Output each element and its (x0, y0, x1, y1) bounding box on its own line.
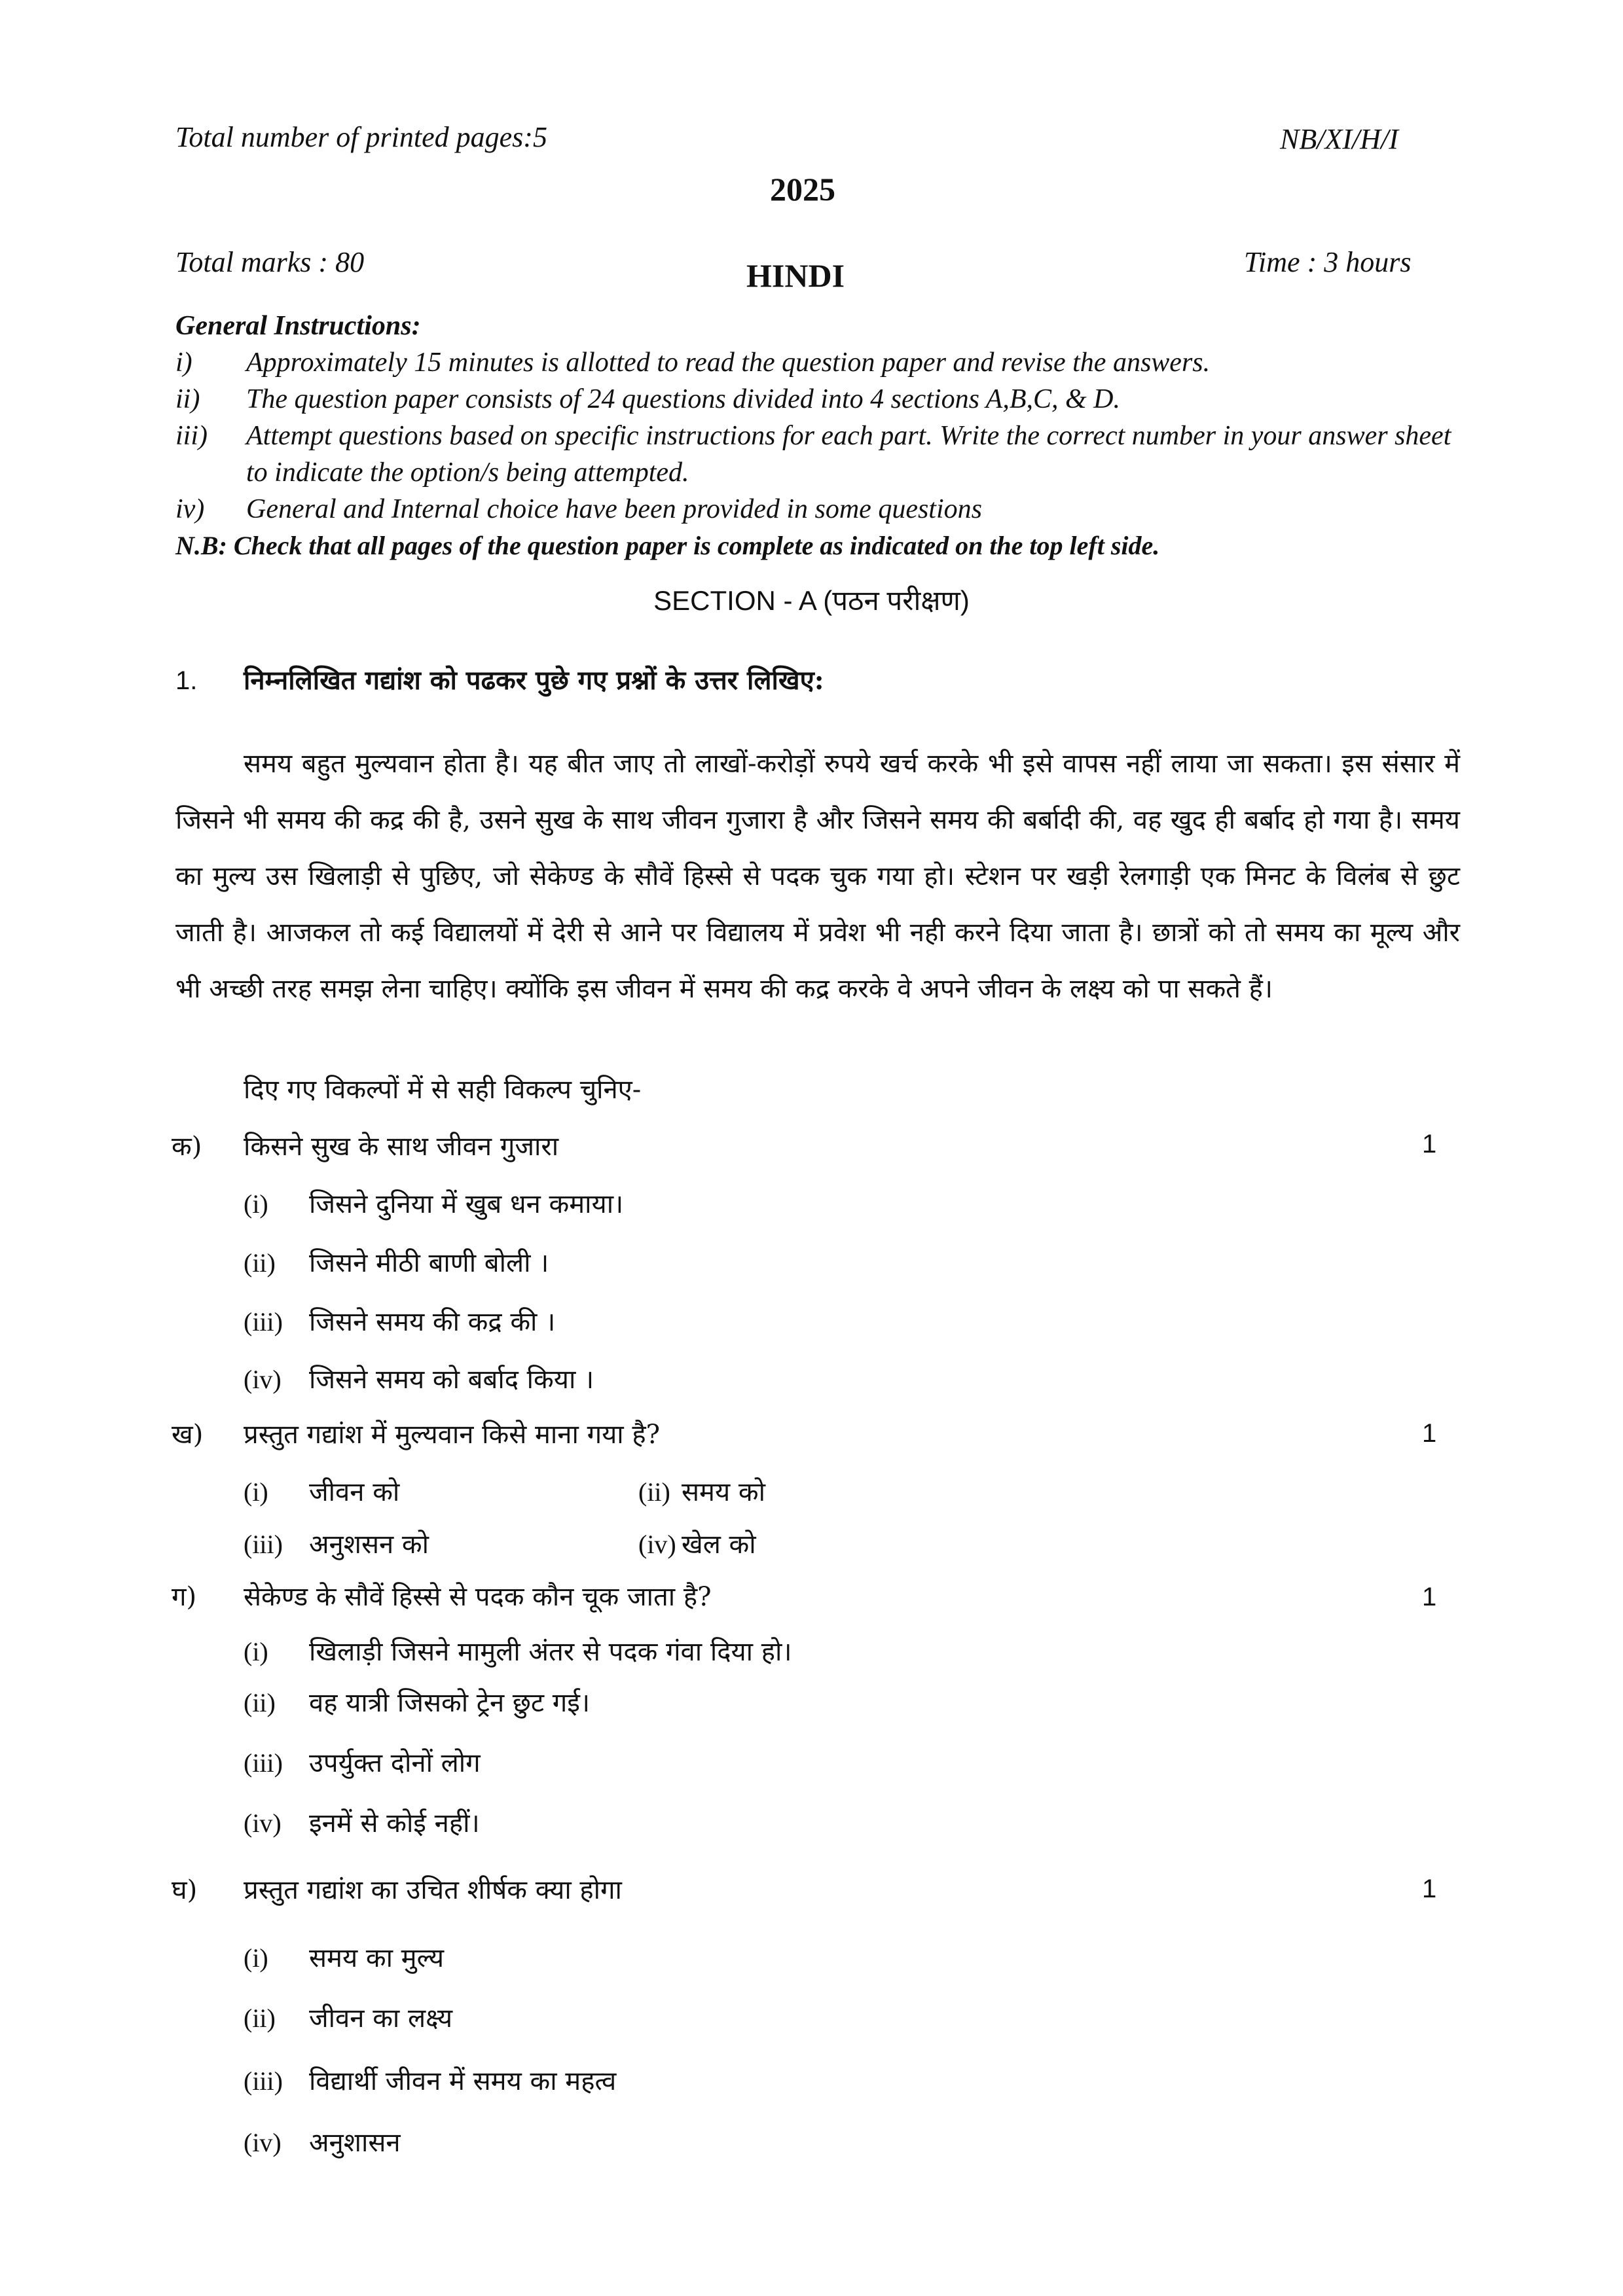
option: (ii) वह यात्री जिसको ट्रेन छुट गई। (244, 1688, 591, 1718)
section-title: SECTION - A (पठन परीक्षण) (653, 585, 970, 616)
marks: 1 (1422, 1583, 1437, 1611)
marks: 1 (1422, 1130, 1437, 1158)
option: (ii) जीवन का लक्ष्य (244, 2003, 453, 2034)
option: (iv) खेल को (638, 1530, 756, 1560)
instruction-item: i) Approximately 15 minutes is allotted to read the question paper and revise the answers. (175, 348, 1211, 378)
instruction-item: iii) Attempt questions based on specific instructions for each part. Write the correct number in your answer sheet to indicate the option/s being attempted. (175, 421, 1451, 488)
option: (iv) अनुशासन (244, 2128, 401, 2158)
printed-pages-note: Total number of printed pages:5 (175, 121, 547, 153)
paper-code: NB/XI/H/I (1280, 123, 1398, 155)
subquestion-text: प्रस्तुत गद्यांश में मुल्यवान किसे माना गया है? (244, 1420, 661, 1450)
subquestion-label: ख) (172, 1420, 204, 1450)
time-allowed: Time : 3 hours (1244, 246, 1412, 278)
subject-title: HINDI (746, 257, 845, 294)
instructions-list (175, 344, 1459, 564)
option: (i) जिसने दुनिया में खुब धन कमाया। (244, 1189, 624, 1219)
reading-passage: समय बहुत मुल्यवान होता है। यह बीत जाए तो लाखों-करोड़ों रुपये खर्च करके भी इसे वापस नहीं लाया जा सकता। इस संसार में जिसने भी समय की कद्र की है, उसने सुख के साथ जीवन गुजारा है और जिसने समय की बर्बादी की, वह खुद ही बर्बाद हो गया है। समय का मुल्य उस खिलाड़ी से पुछिए, जो सेकेण्ड के सौवें हिस्से से पदक चुक गया हो। स्टेशन पर खड़ी रेलगाड़ी एक मिनट के विलंब से छुट जाती है। आजकल तो कई विद्यालयों में देरी से आने पर विद्यालय में प्रवेश भी नही करने दिया जाता है। छात्रों को तो समय का मूल्य और भी अच्छी तरह समझ लेना चाहिए। क्योंकि इस जीवन में समय की कद्र करके वे अपने जीवन के लक्ष्य को पा सकते हैं। (175, 749, 1460, 1004)
nb-note: N.B: Check that all pages of the question paper is complete as indicated on the top left side. (175, 531, 1160, 560)
option: (iv) जिसने समय को बर्बाद किया । (244, 1365, 594, 1395)
question-number: 1. (175, 666, 198, 695)
subquestion-label: घ) (172, 1875, 198, 1905)
subquestion-text: किसने सुख के साथ जीवन गुजारा (244, 1132, 559, 1162)
exam-year: 2025 (770, 171, 835, 207)
option: (iv) इनमें से कोई नहीं। (244, 1808, 480, 1839)
option: (iii) जिसने समय की कद्र की । (244, 1307, 556, 1337)
option: (i) खिलाड़ी जिसने मामुली अंतर से पदक गंवा दिया हो। (244, 1637, 792, 1667)
subquestion-label: क) (172, 1132, 202, 1162)
option: (iii) उपर्युक्त दोनों लोग (244, 1748, 481, 1778)
subquestion-text: सेकेण्ड के सौवें हिस्से से पदक कौन चूक जाता है? (244, 1582, 712, 1612)
instruction-item: ii) The question paper consists of 24 questions divided into 4 sections A,B,C, & D. (175, 384, 1120, 414)
subquestion-text: प्रस्तुत गद्यांश का उचित शीर्षक क्या होगा (244, 1875, 622, 1905)
option: (i) जीवन को (244, 1477, 400, 1507)
option: (iii) विद्यार्थी जीवन में समय का महत्व (244, 2066, 617, 2096)
option: (i) समय का मुल्य (244, 1943, 445, 1973)
subquestion-label: ग) (172, 1582, 197, 1612)
option: (ii) समय को (638, 1477, 765, 1507)
question-heading: निम्नलिखित गद्यांश को पढकर पुछे गए प्रश्नों के उत्तर लिखिए: (244, 665, 824, 696)
choose-instruction: दिए गए विकल्पों में से सही विकल्प चुनिए- (244, 1075, 642, 1105)
instruction-item: iv) General and Internal choice have been provided in some questions (175, 494, 982, 524)
total-marks: Total marks : 80 (175, 246, 365, 278)
marks: 1 (1422, 1874, 1437, 1903)
instructions-title: General Instructions: (175, 311, 421, 341)
option: (iii) अनुशसन को (244, 1530, 429, 1560)
option: (ii) जिसने मीठी बाणी बोली । (244, 1248, 549, 1278)
marks: 1 (1422, 1419, 1437, 1448)
